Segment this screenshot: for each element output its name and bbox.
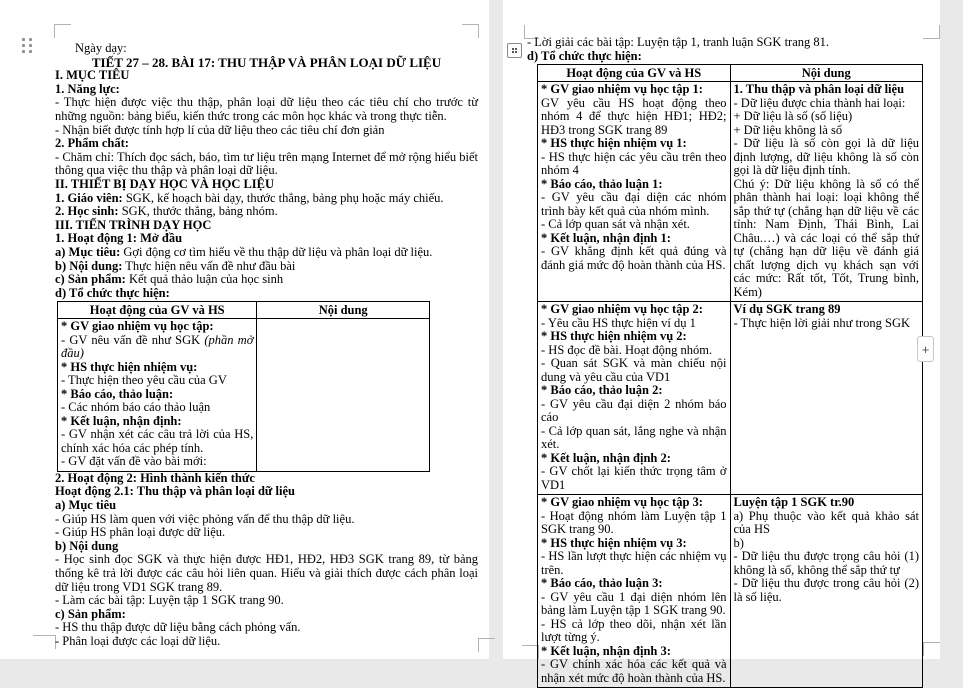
text-line: 1. Thu thập và phân loại dữ liệu [733, 82, 905, 97]
col-header-content: Nội dung [730, 65, 923, 82]
cell-content [730, 82, 923, 302]
text-line: - GV yêu cầu đại diện các nhóm trình bày kết quả của nhóm mình. [541, 190, 727, 218]
cell-activities [58, 319, 257, 472]
text-line: - HS cả lớp theo dõi, nhận xét lần lượt từng ý. [541, 616, 727, 645]
text-line: * HS thực hiện nhiệm vụ: [61, 359, 198, 374]
page2-top-text [527, 36, 923, 63]
text-line: - Lời giải các bài tập: Luyện tập 1, tranh luận SGK trang 81. [527, 35, 830, 49]
text-line: - Học sinh đọc SGK và thực hiện được HĐ1, HĐ2, HĐ3 SGK trang 89, từ bảng thống kê trả lời được các câu hỏi liên quan. Hiểu và giải thích được cách phân loại dữ liệu trong VD1 SGK trang 89. [55, 552, 478, 594]
text-line: Hoạt động 2.1: Thu thập và phân loại dữ liệu [55, 484, 295, 499]
activity-table-2 [537, 64, 923, 688]
text-line: 1. Giáo viên: SGK, kế hoạch bài dạy, thước thẳng, bảng phụ hoặc máy chiếu. [55, 190, 444, 205]
page-1 [0, 0, 489, 659]
text-line: - Hoạt động nhóm làm Luyện tập 1 SGK trang 90. [541, 508, 727, 537]
page-2 [503, 0, 940, 685]
table-row [58, 319, 430, 472]
text-line: - HS thực hiện các yêu cầu trên theo nhóm 4 [541, 149, 727, 178]
text-line: - GV khẳng định kết quả đúng và đánh giá mức độ hoàn thành của HS. [541, 244, 727, 272]
text-line: * GV giao nhiệm vụ học tập: [61, 319, 214, 334]
text-line: b) Nội dung: Thực hiện nêu vấn đề như đầu bài [55, 258, 296, 273]
cell-activities [538, 302, 731, 495]
text-line: c) Sản phẩm: [55, 606, 126, 621]
add-button[interactable]: + [917, 336, 934, 362]
text-line: II. THIẾT BỊ DẠY HỌC VÀ HỌC LIỆU [55, 176, 275, 191]
text-line: * Kết luận, nhận định 3: [541, 643, 671, 658]
activity-table-1 [57, 301, 430, 472]
page2-text-area [527, 0, 923, 688]
text-line: 2. Học sinh: SGK, thước thẳng, bảng nhóm. [55, 204, 278, 219]
text-line: a) Mục tiêu [55, 497, 117, 512]
text-line: * Báo cáo, thảo luận: [61, 386, 174, 401]
text-line: - Yêu cầu HS thực hiện ví dụ 1 [541, 315, 696, 330]
col-header-activities: Hoạt động của GV và HS [538, 65, 731, 82]
text-line: * Kết luận, nhận định 1: [541, 230, 671, 245]
text-line: - Thực hiện lời giải như trong SGK [733, 315, 911, 330]
text-line: - GV chính xác hóa các kết quả và nhận xét mức độ hoàn thành của HS. [541, 657, 727, 685]
text-line: - Các nhóm báo cáo thảo luận [61, 400, 211, 415]
table-row [538, 302, 923, 495]
text-line: - Quan sát SGK và màn chiếu nội dung và yêu cầu của VD1 [541, 356, 727, 384]
text-line: - GV chốt lại kiến thức trọng tâm ở VD1 [541, 464, 727, 492]
text-line: Ví dụ SGK trang 89 [733, 302, 841, 317]
cell-content [730, 302, 923, 495]
text-line: * HS thực hiện nhiệm vụ 3: [541, 535, 687, 550]
text-line: b) Nội dung [55, 538, 119, 553]
table-header-row [58, 302, 430, 319]
table-header-row [538, 65, 923, 82]
text-line: - Dữ liệu thu được trong câu hỏi (2) là số liệu. [733, 576, 919, 604]
crop-mark [33, 635, 56, 649]
page1-top-text [55, 42, 478, 300]
text-line: - Cả lớp quan sát, lắng nghe và nhận xét. [541, 423, 727, 452]
page1-bottom-text [55, 472, 478, 649]
text-line: 1. Hoạt động 1: Mở đầu [55, 231, 183, 246]
page1-text-area [55, 0, 478, 649]
text-line: GV yêu cầu HS hoạt động theo nhóm 4 để thực hiện HĐ1; HĐ2; HĐ3 trong SGK trang 89 [541, 95, 727, 137]
text-line: 1. Năng lực: [55, 81, 120, 96]
col-header-activities: Hoạt động của GV và HS [58, 302, 257, 319]
text-line: - GV đặt vấn đề vào bài mới: [61, 454, 207, 469]
text-line: - HS lần lượt thực hiện các nhiệm vụ trên. [541, 549, 727, 577]
text-line: * GV giao nhiệm vụ học tập 3: [541, 495, 703, 510]
text-line: b) [733, 535, 744, 550]
text-line: I. MỤC TIÊU [55, 68, 130, 83]
cell-activities [538, 82, 731, 302]
text-line: - Thực hiện được việc thu thập, phân loại dữ liệu theo các tiêu chí cho trước từ những nguồn: bảng biểu, kiến thức trong các môn học khác và trong thực tiễn. [55, 95, 478, 123]
crop-mark [923, 25, 940, 39]
text-line: - Dữ liệu được chia thành hai loại: [733, 95, 906, 110]
text-line: - GV yêu cầu 1 đại diện nhóm lên bảng làm Luyện tập 1 SGK trang 90. [541, 589, 727, 618]
drag-handle-icon[interactable] [22, 38, 32, 53]
text-line: + Dữ liệu là số (số liệu) [733, 109, 853, 124]
text-line: TIẾT 27 – 28. BÀI 17: THU THẬP VÀ PHÂN LOẠI DỮ LIỆU [91, 54, 442, 70]
text-line: * HS thực hiện nhiệm vụ 2: [541, 329, 687, 344]
text-line: - HS đọc đề bài. Hoạt động nhóm. [541, 342, 713, 357]
text-line: - Dữ liệu là số còn gọi là dữ liệu định lượng, dữ liệu không là số còn gọi là dữ liệu định tính. [733, 136, 919, 178]
text-line: - Nhận biết được tính hợp lí của dữ liệu theo các tiêu chí đơn giản [55, 122, 385, 137]
text-line: Ngày dạy: [75, 41, 127, 55]
crop-mark [923, 642, 940, 656]
text-line: - GV nhận xét các câu trả lời của HS, chính xác hóa các phép tính. [61, 427, 254, 455]
text-line: + Dữ liệu không là số [733, 122, 843, 137]
text-line: * HS thực hiện nhiệm vụ 1: [541, 136, 687, 151]
text-line: - Thực hiện theo yêu cầu của GV [61, 373, 227, 388]
text-line: * Báo cáo, thảo luận 2: [541, 383, 663, 398]
text-line: - Giúp HS phân loại được dữ liệu. [55, 525, 226, 540]
cell-content-empty [257, 319, 430, 472]
text-line: * Báo cáo, thảo luận 1: [541, 176, 663, 191]
text-line: d) Tổ chức thực hiện: [527, 48, 642, 63]
table-row [538, 82, 923, 302]
table-move-handle-icon[interactable] [507, 43, 522, 58]
text-line: - GV yêu cầu đại diện 2 nhóm báo cáo [541, 396, 727, 425]
text-line: * Kết luận, nhận định 2: [541, 450, 671, 465]
text-line: * GV giao nhiệm vụ học tập 2: [541, 302, 703, 317]
text-line: Luyện tập 1 SGK tr.90 [733, 495, 855, 510]
text-line: - Làm các bài tập: Luyện tập 1 SGK trang 90. [55, 593, 284, 608]
crop-mark [478, 638, 495, 652]
text-line: 2. Phẩm chất: [55, 136, 129, 151]
text-line: - Cả lớp quan sát và nhận xét. [541, 217, 690, 232]
text-line: - HS thu thập được dữ liệu bằng cách phỏng vấn. [55, 620, 301, 635]
text-line: * GV giao nhiệm vụ học tập 1: [541, 82, 703, 97]
col-header-content: Nội dung [257, 302, 430, 319]
text-line: - Chăm chỉ: Thích đọc sách, báo, tìm tư liệu trên mạng Internet để mở rộng hiểu biết thông qua việc thu thập và phân loại dữ liệu. [55, 149, 478, 178]
text-line: - Dữ liệu thu được trọng câu hỏi (1) không là số, không thể sắp thứ tự [733, 549, 919, 577]
text-line: * Kết luận, nhận định: [61, 413, 182, 428]
text-line: a) Phụ thuộc vào kết quả khảo sát của HS [733, 508, 919, 537]
text-line: a) Mục tiêu: Gợi động cơ tìm hiểu về thu thập dữ liệu và phân loại dữ liệu. [55, 244, 433, 259]
text-line: - GV nêu vấn đề như SGK (phần mở đầu) [61, 332, 254, 361]
text-line: 2. Hoạt động 2: Hình thành kiến thức [55, 470, 255, 485]
text-line: - Phân loại được các loại dữ liệu. [55, 633, 221, 648]
text-line: III. TIẾN TRÌNH DẠY HỌC [55, 217, 212, 232]
text-line: - Giúp HS làm quen với việc phỏng vấn để thu thập dữ liệu. [55, 511, 355, 526]
text-line: d) Tổ chức thực hiện: [55, 285, 170, 300]
text-line: Chú ý: Dữ liệu không là số có thể phân thành hai loại: loại không thể sắp thứ tự (chẳng hạn dữ liệu về các tỉnh: Nam Định, Thái Bình, Lai Châu.…) và các loại có thể sắp thứ tự (chẳng hạn dữ liệu về đánh giá chất lượng dịch vụ khách sạn với các mức: Rất tốt, Tốt, Trung bình, Kém) [733, 176, 919, 299]
text-line: c) Sản phẩm: Kết quả thảo luận của học sinh [55, 272, 284, 287]
text-line: * Báo cáo, thảo luận 3: [541, 576, 663, 591]
